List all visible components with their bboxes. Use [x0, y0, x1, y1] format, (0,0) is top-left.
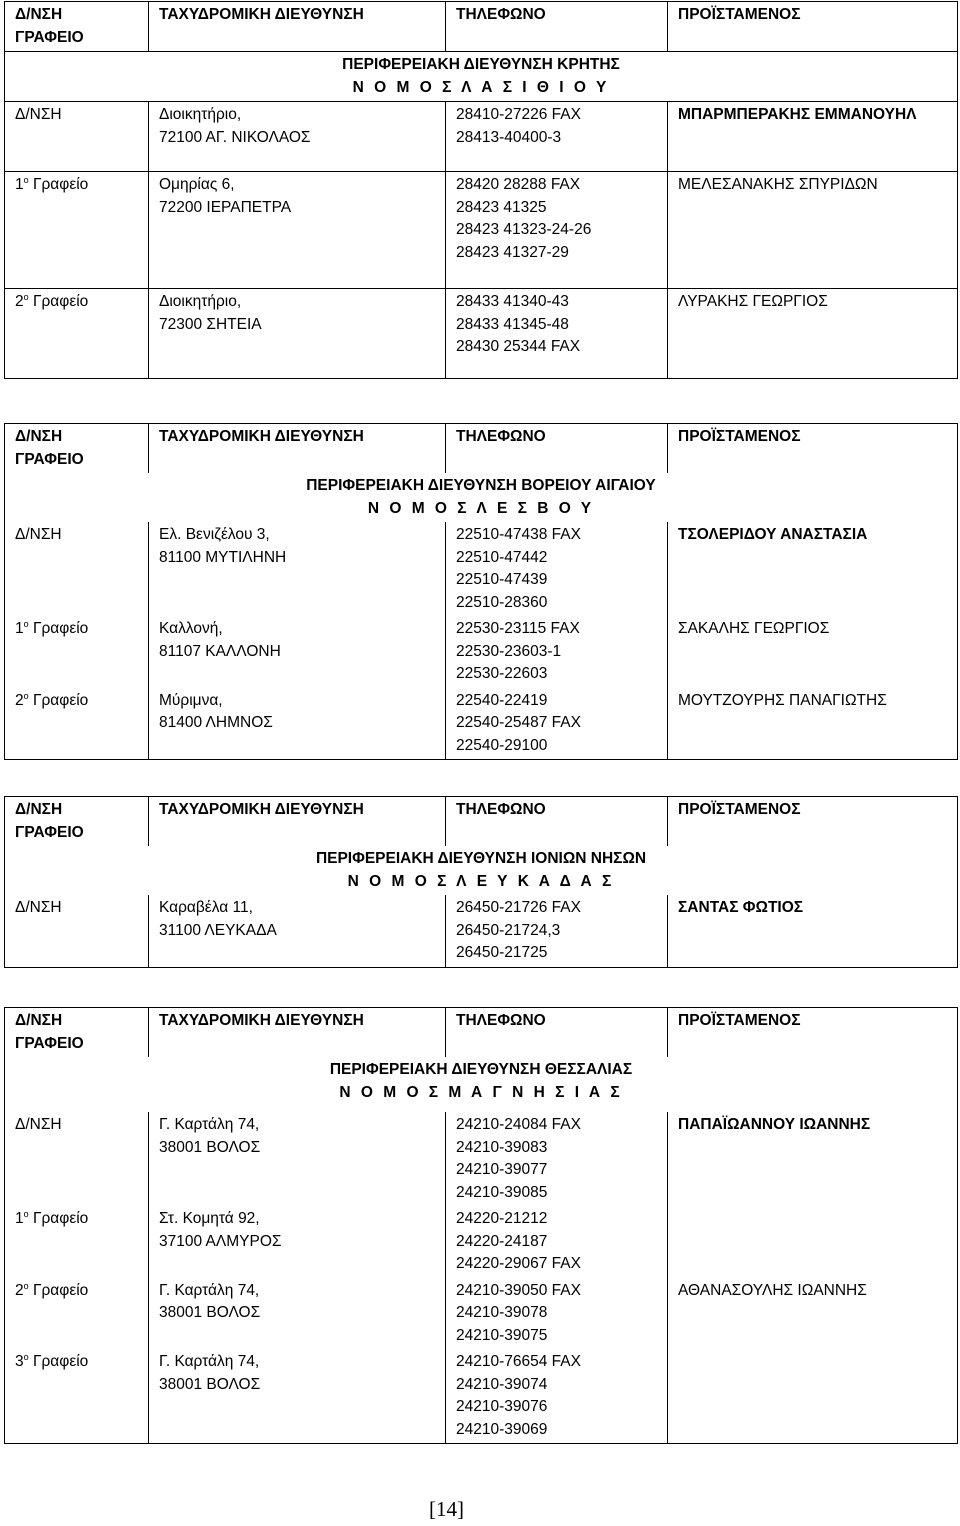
header-address: ΤΑΧΥΔΡΟΜΙΚΗ ΔΙΕΥΘΥΝΣΗ — [149, 2, 446, 52]
head-cell: ΜΕΛΕΣΑΝΑΚΗΣ ΣΠΥΡΙΔΩΝ — [668, 172, 958, 289]
cell-text: 2 — [15, 691, 24, 709]
table-row — [5, 1206, 958, 1278]
cell-text: 24210-39077 — [456, 1161, 548, 1178]
office-cell — [5, 1349, 149, 1444]
cell-text: ΠΕΡΙΦΕΡΕΙΑΚΗ ΔΙΕΥΘΥΝΣΗ ΒΟΡΕΙΟΥ ΑΙΓΑΙΟΥ — [306, 477, 656, 494]
cell-text: 81100 ΜΥΤΙΛΗΝΗ — [159, 548, 287, 566]
table-row — [5, 172, 958, 289]
phone-cell — [446, 688, 668, 760]
region-row — [5, 1057, 958, 1112]
address-cell — [149, 1206, 446, 1278]
office-cell — [5, 1206, 149, 1278]
cell-text: 3 — [15, 1353, 24, 1370]
cell-text: Δ/ΝΣΗ — [15, 801, 63, 818]
header-row — [5, 424, 958, 474]
cell-text: 72100 ΑΓ. ΝΙΚΟΛΑΟΣ — [159, 128, 311, 146]
table-row — [5, 522, 958, 616]
phone-cell — [446, 1349, 668, 1444]
cell-text: 1 — [15, 620, 24, 637]
cell-text: Μύριμνα, — [159, 691, 223, 709]
office-cell — [5, 289, 149, 379]
cell-text: 26450-21726 FAX — [456, 899, 581, 916]
table-row — [5, 289, 958, 379]
cell-text: 22540-25487 FAX — [456, 714, 581, 731]
region-row — [5, 473, 958, 522]
table-row — [5, 1278, 958, 1350]
office-cell — [5, 616, 149, 688]
cell-text: ΠΕΡΙΦΕΡΕΙΑΚΗ ΔΙΕΥΘΥΝΣΗ ΙΟΝΙΩΝ ΝΗΣΩΝ — [315, 850, 647, 867]
cell-text: ΓΡΑΦΕΙΟ — [15, 823, 84, 841]
cell-text: 28420 28288 FAX — [456, 176, 581, 193]
header-row — [5, 1008, 958, 1058]
cell-text: ΠΕΡΙΦΕΡΕΙΑΚΗ ΔΙΕΥΘΥΝΣΗ ΚΡΗΤΗΣ — [342, 56, 620, 73]
region-title — [5, 846, 958, 895]
cell-text: Ν Ο Μ Ο Σ Λ Ε Υ Κ Α Δ Α Σ — [347, 872, 615, 890]
address-cell — [149, 102, 446, 172]
cell-text: 72300 ΣΗΤΕΙΑ — [159, 315, 262, 333]
header-head: ΠΡΟΪΣΤΑΜΕΝΟΣ — [668, 1008, 958, 1058]
phone-cell — [446, 616, 668, 688]
header-head: ΠΡΟΪΣΤΑΜΕΝΟΣ — [668, 424, 958, 474]
head-cell: ΜΟΥΤΖΟΥΡΗΣ ΠΑΝΑΓΙΩΤΗΣ — [668, 688, 958, 760]
table-row — [5, 688, 958, 760]
cell-text: 1 — [15, 176, 24, 193]
cell-text: 38001 ΒΟΛΟΣ — [159, 1304, 261, 1321]
cell-text: 24210-24084 FAX — [456, 1116, 581, 1133]
cell-text: ο — [23, 1351, 29, 1362]
cell-text: 24220-21212 — [456, 1210, 548, 1227]
directory-table-magnesia — [4, 1007, 958, 1444]
header-office — [5, 424, 149, 474]
cell-text: Ν Ο Μ Ο Σ Λ Α Σ Ι Θ Ι Ο Υ — [352, 78, 610, 96]
cell-text: Δ/ΝΣΗ — [15, 1012, 63, 1029]
cell-text: 28410-27226 FAX — [456, 106, 581, 123]
header-phone: ΤΗΛΕΦΩΝΟ — [446, 2, 668, 52]
address-cell — [149, 289, 446, 379]
address-cell — [149, 616, 446, 688]
cell-text: Διοικητήριο, — [159, 106, 242, 123]
header-office — [5, 797, 149, 847]
cell-text: 72200 ΙΕΡΑΠΕΤΡΑ — [159, 198, 292, 216]
cell-text: Δ/ΝΣΗ — [15, 428, 63, 445]
header-phone: ΤΗΛΕΦΩΝΟ — [446, 424, 668, 474]
table-row — [5, 895, 958, 967]
cell-text: Στ. Κομητά 92, — [159, 1210, 260, 1227]
cell-text: 22510-47438 FAX — [456, 526, 581, 543]
table-row — [5, 1112, 958, 1206]
cell-text: Καραβέλα 11, — [159, 899, 253, 916]
header-head: ΠΡΟΪΣΤΑΜΕΝΟΣ — [668, 2, 958, 52]
cell-text: Γραφείο — [28, 620, 89, 637]
cell-text: ο — [23, 690, 29, 701]
cell-text: Ν Ο Μ Ο Σ Μ Α Γ Ν Η Σ Ι Α Σ — [339, 1083, 623, 1101]
cell-text: Ν Ο Μ Ο Σ Λ Ε Σ Β Ο Υ — [367, 499, 595, 517]
cell-text: 24210-39075 — [456, 1326, 548, 1344]
phone-cell — [446, 102, 668, 172]
address-cell — [149, 688, 446, 760]
phone-cell — [446, 895, 668, 967]
cell-text: Δ/ΝΣΗ — [15, 1116, 62, 1133]
cell-text: 28430 25344 FAX — [456, 338, 581, 355]
phone-cell — [446, 1206, 668, 1278]
header-phone: ΤΗΛΕΦΩΝΟ — [446, 1008, 668, 1058]
region-row — [5, 52, 958, 102]
head-cell — [668, 1349, 958, 1444]
office-cell — [5, 1278, 149, 1350]
office-cell — [5, 688, 149, 760]
header-head: ΠΡΟΪΣΤΑΜΕΝΟΣ — [668, 797, 958, 847]
header-row — [5, 797, 958, 847]
cell-text: 26450-21725 — [456, 944, 548, 961]
head-cell: ΜΠΑΡΜΠΕΡΑΚΗΣ ΕΜΜΑΝΟΥΗΛ — [668, 102, 958, 172]
header-address: ΤΑΧΥΔΡΟΜΙΚΗ ΔΙΕΥΘΥΝΣΗ — [149, 1008, 446, 1058]
cell-text: 24210-39078 — [456, 1304, 548, 1321]
cell-text: Γ. Καρτάλη 74, — [159, 1353, 260, 1370]
cell-text: Γραφείο — [28, 691, 89, 709]
header-address: ΤΑΧΥΔΡΟΜΙΚΗ ΔΙΕΥΘΥΝΣΗ — [149, 424, 446, 474]
cell-text: ΠΕΡΙΦΕΡΕΙΑΚΗ ΔΙΕΥΘΥΝΣΗ ΘΕΣΣΑΛΙΑΣ — [329, 1061, 633, 1078]
cell-text: 24220-24187 — [456, 1232, 548, 1250]
cell-text: 24210-39050 FAX — [456, 1281, 581, 1299]
region-row — [5, 846, 958, 895]
cell-text: 28423 41323-24-26 — [456, 221, 592, 238]
cell-text: 28433 41340-43 — [456, 293, 569, 310]
cell-text: 81400 ΛΗΜΝΟΣ — [159, 714, 273, 731]
region-title — [5, 473, 958, 522]
header-office — [5, 2, 149, 52]
phone-cell — [446, 289, 668, 379]
cell-text: ο — [23, 1208, 29, 1219]
cell-text: Γραφείο — [28, 1210, 89, 1227]
cell-text: 28423 41327-29 — [456, 243, 569, 261]
office-cell — [5, 102, 149, 172]
cell-text: 24210-39085 — [456, 1183, 548, 1201]
cell-text: 24210-39076 — [456, 1398, 548, 1415]
header-row — [5, 2, 958, 52]
cell-text: Γραφείο — [28, 1353, 89, 1370]
directory-table-lasithi — [4, 1, 958, 379]
cell-text: 22510-47442 — [456, 548, 548, 566]
cell-text: Δ/ΝΣΗ — [15, 6, 63, 23]
cell-text: Γ. Καρτάλη 74, — [159, 1281, 260, 1299]
cell-text: ΓΡΑΦΕΙΟ — [15, 450, 84, 468]
cell-text: Δ/ΝΣΗ — [15, 106, 62, 123]
head-cell: ΠΑΠΑΪΩΑΝΝΟΥ ΙΩΑΝΝΗΣ — [668, 1112, 958, 1206]
office-cell — [5, 172, 149, 289]
cell-text: 22510-28360 — [456, 593, 548, 611]
cell-text: ο — [23, 1280, 29, 1291]
cell-text: 38001 ΒΟΛΟΣ — [159, 1138, 261, 1156]
cell-text: ο — [23, 618, 29, 629]
address-cell — [149, 895, 446, 967]
cell-text: 24210-76654 FAX — [456, 1353, 581, 1370]
header-phone: ΤΗΛΕΦΩΝΟ — [446, 797, 668, 847]
region-title — [5, 52, 958, 102]
cell-text: Ομηρίας 6, — [159, 176, 235, 193]
head-cell: ΣΑΝΤΑΣ ΦΩΤΙΟΣ — [668, 895, 958, 967]
cell-text: Γ. Καρτάλη 74, — [159, 1116, 260, 1133]
cell-text: 22530-23115 FAX — [456, 620, 580, 637]
cell-text: Ελ. Βενιζέλου 3, — [159, 526, 270, 543]
cell-text: 2 — [15, 293, 24, 310]
address-cell — [149, 1349, 446, 1444]
cell-text: 26450-21724,3 — [456, 921, 561, 939]
address-cell — [149, 1278, 446, 1350]
page-number: [14] — [429, 1497, 464, 1521]
cell-text: 38001 ΒΟΛΟΣ — [159, 1375, 261, 1393]
cell-text: Διοικητήριο, — [159, 293, 242, 310]
cell-text: 31100 ΛΕΥΚΑΔΑ — [159, 921, 277, 939]
cell-text: Γραφείο — [28, 1281, 89, 1299]
address-cell — [149, 522, 446, 616]
table-row — [5, 1349, 958, 1444]
directory-table-lesvos — [4, 423, 958, 760]
cell-text: Καλλονή, — [159, 620, 223, 637]
directory-table-lefkada — [4, 796, 958, 968]
table-row — [5, 616, 958, 688]
cell-text: Δ/ΝΣΗ — [15, 526, 62, 543]
cell-text: 22540-22419 — [456, 691, 548, 709]
cell-text: 28413-40400-3 — [456, 128, 562, 146]
cell-text: 24210-39083 — [456, 1138, 548, 1156]
head-cell — [668, 1206, 958, 1278]
header-office — [5, 1008, 149, 1058]
cell-text: 22510-47439 — [456, 571, 548, 588]
cell-text: 2 — [15, 1281, 24, 1299]
cell-text: ο — [23, 291, 29, 302]
phone-cell — [446, 522, 668, 616]
cell-text: 28433 41345-48 — [456, 315, 569, 333]
cell-text: 22530-22603 — [456, 665, 548, 682]
head-cell: ΑΘΑΝΑΣΟΥΛΗΣ ΙΩΑΝΝΗΣ — [668, 1278, 958, 1350]
cell-text: 22530-23603-1 — [456, 642, 562, 660]
cell-text: Γραφείο — [28, 176, 89, 193]
cell-text: 22540-29100 — [456, 736, 548, 754]
phone-cell — [446, 1112, 668, 1206]
header-address: ΤΑΧΥΔΡΟΜΙΚΗ ΔΙΕΥΘΥΝΣΗ — [149, 797, 446, 847]
cell-text: 24210-39074 — [456, 1375, 548, 1393]
table-row — [5, 102, 958, 172]
office-cell — [5, 522, 149, 616]
address-cell — [149, 1112, 446, 1206]
phone-cell — [446, 172, 668, 289]
cell-text: 28423 41325 — [456, 198, 547, 216]
cell-text: ο — [23, 174, 29, 185]
office-cell — [5, 1112, 149, 1206]
office-cell — [5, 895, 149, 967]
address-cell — [149, 172, 446, 289]
cell-text: Δ/ΝΣΗ — [15, 899, 62, 916]
cell-text: 24220-29067 FAX — [456, 1255, 581, 1272]
head-cell: ΤΣΟΛΕΡΙΔΟΥ ΑΝΑΣΤΑΣΙΑ — [668, 522, 958, 616]
head-cell: ΛΥΡΑΚΗΣ ΓΕΩΡΓΙΟΣ — [668, 289, 958, 379]
cell-text: 1 — [15, 1210, 24, 1227]
cell-text: 24210-39069 — [456, 1420, 548, 1438]
cell-text: Γραφείο — [28, 293, 89, 310]
cell-text: ΓΡΑΦΕΙΟ — [15, 28, 84, 46]
region-title — [5, 1057, 958, 1112]
cell-text: ΓΡΑΦΕΙΟ — [15, 1034, 84, 1052]
head-cell: ΣΑΚΑΛΗΣ ΓΕΩΡΓΙΟΣ — [668, 616, 958, 688]
phone-cell — [446, 1278, 668, 1350]
cell-text: 81107 ΚΑΛΛΟΝΗ — [159, 642, 281, 660]
cell-text: 37100 ΑΛΜΥΡΟΣ — [159, 1232, 282, 1250]
